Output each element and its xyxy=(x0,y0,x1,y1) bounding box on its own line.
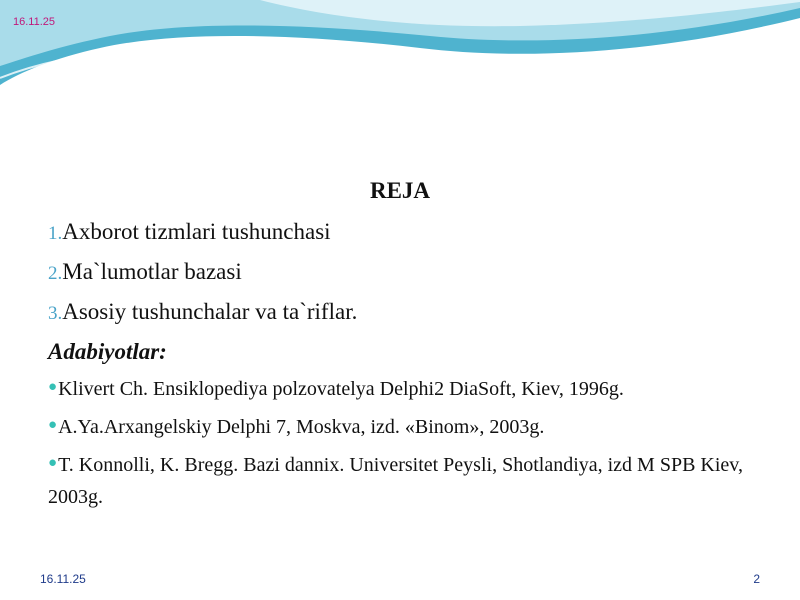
reference-item xyxy=(48,450,748,512)
plan-list xyxy=(48,217,768,337)
reference-text: A.Ya.Arxangelskiy Delphi 7, Moskva, izd. «Binom», 2003g. xyxy=(58,416,545,438)
plan-item-number: 3. xyxy=(48,303,63,324)
plan-item-number: 2. xyxy=(48,263,63,284)
header-date: 16.11.25 xyxy=(13,16,56,28)
header-wave-decoration xyxy=(0,0,800,100)
reference-item xyxy=(48,412,748,444)
page-number: 2 xyxy=(753,572,760,586)
plan-item xyxy=(48,257,768,297)
footer-date: 16.11.25 xyxy=(40,572,86,586)
reference-text: T. Konnolli, K. Bregg. Bazi dannix. Universitet Peysli, Shotlandiya, izd M SPB Kiev, 2003g. xyxy=(48,454,744,508)
plan-item-number: 1. xyxy=(48,223,63,244)
bullet-icon: ● xyxy=(48,455,58,471)
references-heading: Adabiyotlar: xyxy=(48,339,167,364)
plan-item xyxy=(48,217,768,257)
reference-text: Klivert Ch. Ensiklopediya polzovatelya Delphi2 DiaSoft, Kiev, 1996g. xyxy=(58,378,624,400)
plan-item xyxy=(48,297,768,337)
bullet-icon: ● xyxy=(48,417,58,433)
plan-item-text: Axborot tizmlari tushunchasi xyxy=(62,219,331,244)
reference-item xyxy=(48,374,748,406)
slide-title: REJA xyxy=(369,178,431,203)
plan-item-text: Asosiy tushunchalar va ta`riflar. xyxy=(62,299,358,324)
plan-item-text: Ma`lumotlar bazasi xyxy=(62,259,242,284)
bullet-icon: ● xyxy=(48,379,58,395)
references-list xyxy=(48,374,748,518)
